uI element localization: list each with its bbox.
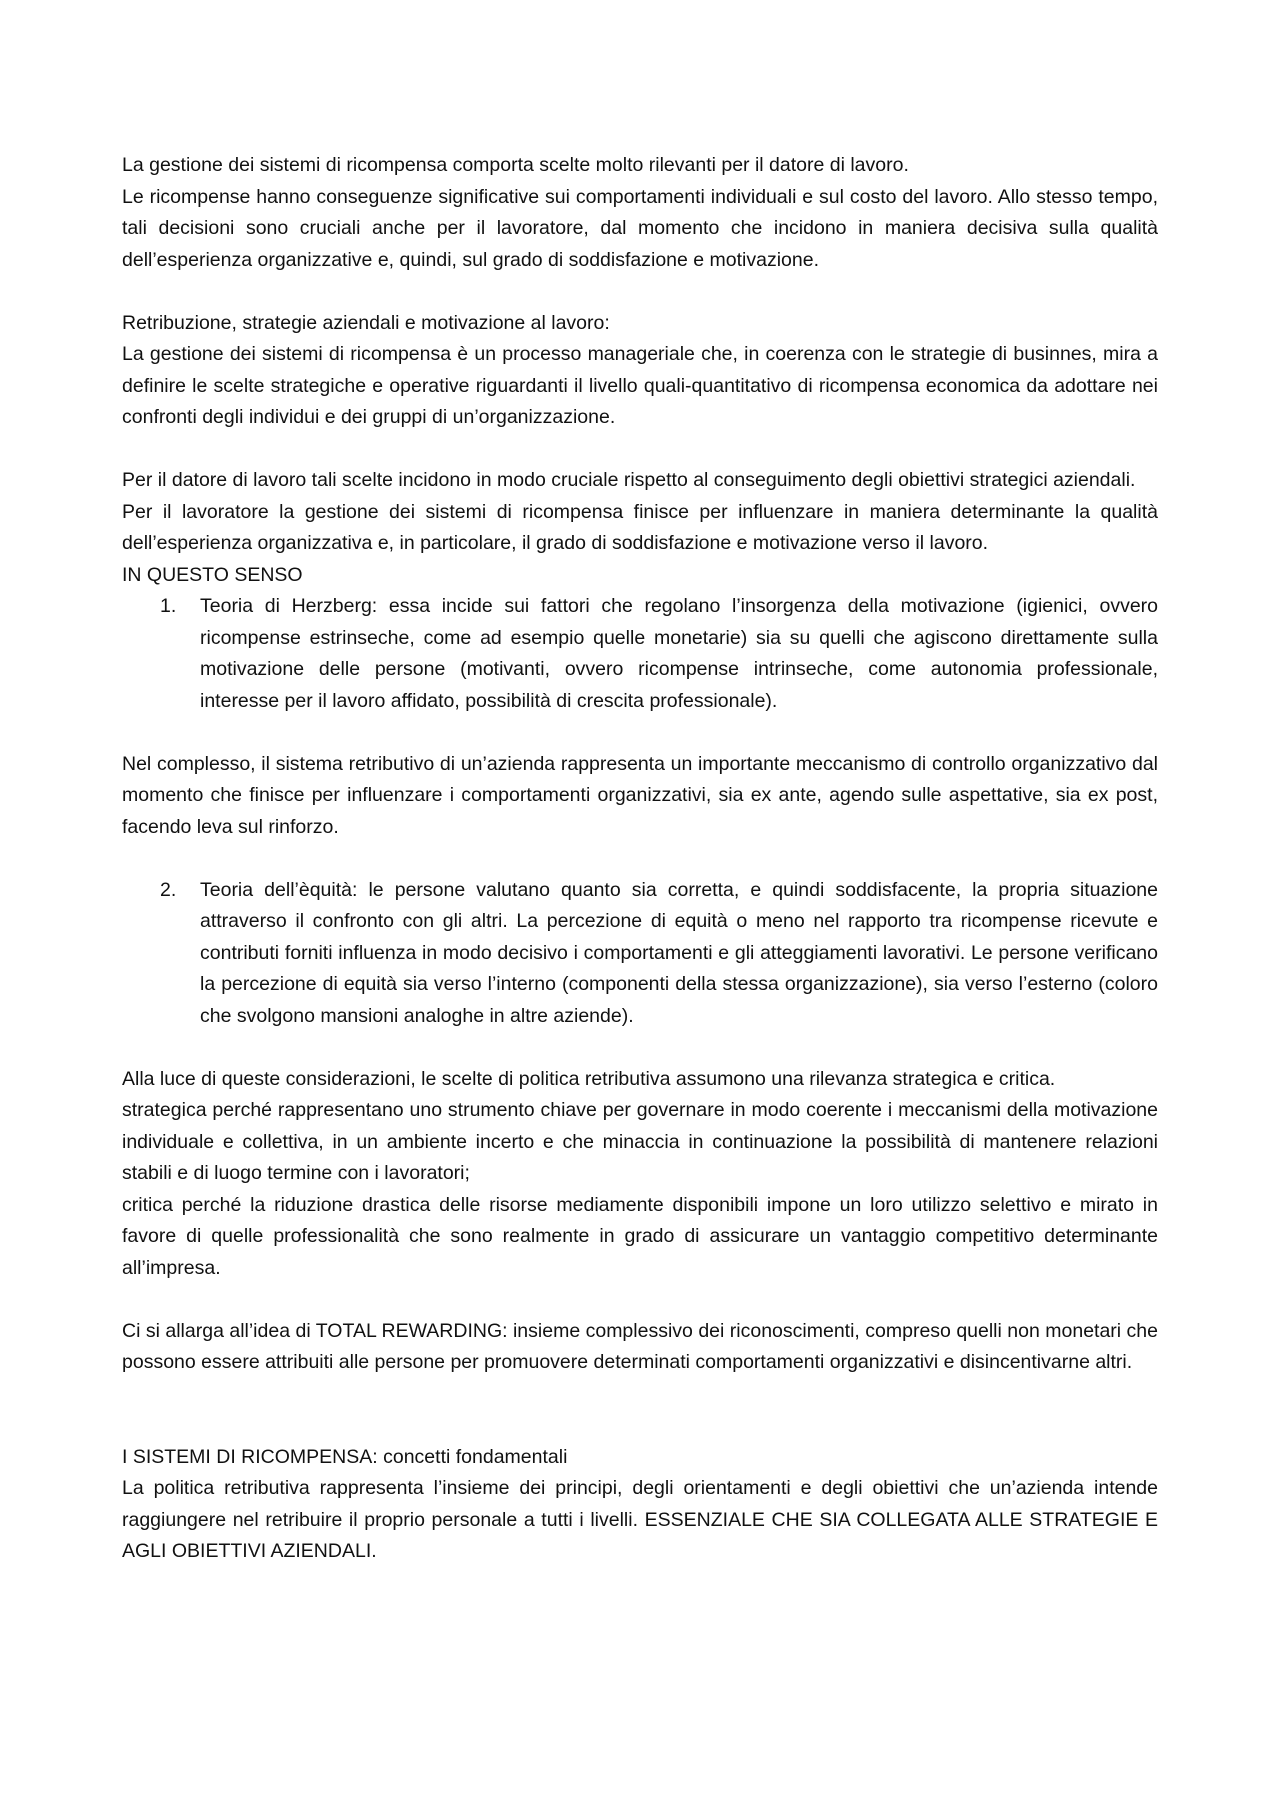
- paragraph: La gestione dei sistemi di ricompensa è un processo manageriale che, in coerenza con le strategie di businnes, mira a definire le scelte strategiche e operative riguardanti il livello quali-quantitativo di ricompensa economica da adottare nei confronti degli individui e dei gruppi di un’organizzazione.: [122, 343, 1158, 428]
- list-number: 2.: [160, 878, 177, 901]
- paragraph: critica perché la riduzione drastica delle risorse mediamente disponibili impone un loro utilizzo selettivo e mirato in favore di quelle professionalità che sono realmente in grado di assicurare un vantaggio competitivo determinante all’impresa.: [122, 1193, 1158, 1279]
- paragraph: La politica retributiva rappresenta l’insieme dei principi, degli orientamenti e degli obiettivi che un’azienda intende raggiungere nel retribuire il proprio personale a tutti i livelli. ESSENZIALE CHE SIA COLLEGATA ALLE STRATEGIE E AGLI OBIETTIVI AZIENDALI.: [122, 1477, 1158, 1562]
- list-item: [122, 591, 1158, 717]
- intro-line: La gestione dei sistemi di ricompensa comporta scelte molto rilevanti per il datore di lavoro.: [122, 154, 909, 176]
- paragraph: Ci si allarga all’idea di TOTAL REWARDING: insieme complessivo dei riconoscimenti, compreso quelli non monetari che possono essere attribuiti alle persone per promuovere determinati comportamenti organizzativi e disincentivarne altri.: [122, 1319, 1158, 1373]
- paragraph: Nel complesso, il sistema retributivo di un’azienda rappresenta un importante meccanismo di controllo organizzativo dal momento che finisce per influenzare i comportamenti organizzativi, sia ex ante, agendo sulle aspettative, sia ex post, facendo leva sul rinforzo.: [122, 752, 1158, 838]
- list-number: 1.: [160, 595, 177, 617]
- paragraph: Per il lavoratore la gestione dei sistemi di ricompensa finisce per influenzare in maniera determinante la qualità dell’esperienza organizzativa e, in particolare, il grado di soddisfazione e motivazione verso il lavoro.: [122, 500, 1158, 554]
- list-item: [122, 875, 1158, 1033]
- paragraph: Alla luce di queste considerazioni, le scelte di politica retributiva assumono una rilevanza strategica e critica.: [122, 1067, 1056, 1090]
- document-page: [122, 150, 1158, 1568]
- section-heading: I SISTEMI DI RICOMPENSA: concetti fondamentali: [122, 1445, 568, 1468]
- list-text: Teoria di Herzberg: essa incide sui fattori che regolano l’insorgenza della motivazione (igienici, ovvero ricompense estrinseche, come ad esempio quelle monetarie) sia su quelli che agiscono direttamente sulla motivazione delle persone (motivanti, ovvero ricompense intrinseche, come autonomia professionale, interesse per il lavoro affidato, possibilità di crescita professionale).: [200, 595, 1158, 712]
- paragraph: Per il datore di lavoro tali scelte incidono in modo cruciale rispetto al conseguimento degli obiettivi strategici aziendali.: [122, 469, 1136, 491]
- paragraph: strategica perché rappresentano uno strumento chiave per governare in modo coerente i meccanismi della motivazione individuale e collettiva, in un ambiente incerto e che minaccia in continuazione la possibilità di mantenere relazioni stabili e di luogo termine con i lavoratori;: [122, 1099, 1158, 1184]
- label: IN QUESTO SENSO: [122, 563, 303, 586]
- intro-paragraph: Le ricompense hanno conseguenze significative sui comportamenti individuali e sul costo del lavoro. Allo stesso tempo, tali decisioni sono cruciali anche per il lavoratore, dal momento che incidono in maniera decisiva sulla qualità dell’esperienza organizzative e, quindi, sul grado di soddisfazione e motivazione.: [122, 185, 1158, 271]
- section-heading: Retribuzione, strategie aziendali e motivazione al lavoro:: [122, 311, 610, 334]
- list-text: Teoria dell’èquità: le persone valutano quanto sia corretta, e quindi soddisfacente, la propria situazione attraverso il confronto con gli altri. La percezione di equità o meno nel rapporto tra ricompense ricevute e contributi forniti influenza in modo decisivo i comportamenti e gli atteggiamenti lavorativi. Le persone verificano la percezione di equità sia verso l’interno (componenti della stessa organizzazione), sia verso l’esterno (coloro che svolgono mansioni analoghe in altre aziende).: [200, 878, 1158, 1027]
